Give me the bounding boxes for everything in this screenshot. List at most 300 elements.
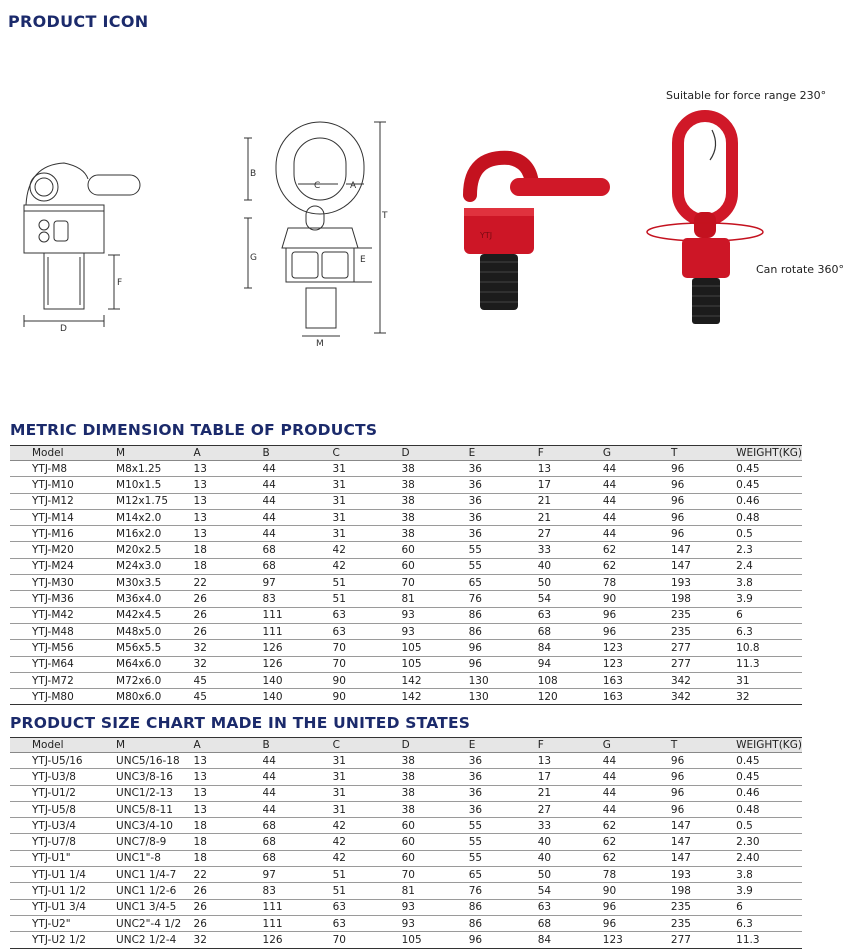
table-row bbox=[10, 818, 802, 834]
table-cell: 38 bbox=[402, 785, 469, 801]
table-cell: 2.40 bbox=[732, 850, 802, 866]
table-cell: 21 bbox=[538, 785, 603, 801]
table-cell: 96 bbox=[671, 461, 732, 477]
table-cell: 31 bbox=[333, 801, 402, 817]
table-row bbox=[10, 607, 802, 623]
table-cell: 93 bbox=[402, 899, 469, 915]
table-cell: YTJ-U2" bbox=[10, 915, 116, 931]
table-row bbox=[10, 526, 802, 542]
table-cell: 13 bbox=[194, 509, 263, 525]
table-cell: UNC1 3/4-5 bbox=[116, 899, 194, 915]
column-header: B bbox=[263, 738, 333, 753]
table-cell: 123 bbox=[603, 640, 671, 656]
column-header: F bbox=[538, 738, 603, 753]
table-cell: 13 bbox=[538, 461, 603, 477]
table-cell: 42 bbox=[333, 818, 402, 834]
table-cell: 235 bbox=[671, 607, 732, 623]
table-cell: 21 bbox=[538, 509, 603, 525]
table-cell: 93 bbox=[402, 607, 469, 623]
table-cell: M8x1.25 bbox=[116, 461, 194, 477]
table-cell: 96 bbox=[671, 753, 732, 769]
table-cell: UNC1/2-13 bbox=[116, 785, 194, 801]
column-header: G bbox=[603, 446, 671, 461]
table-cell: 36 bbox=[469, 753, 538, 769]
table-cell: 83 bbox=[263, 883, 333, 899]
table-cell: 68 bbox=[538, 623, 603, 639]
table-row bbox=[10, 867, 802, 883]
table-cell: 50 bbox=[538, 575, 603, 591]
table-cell: M10x1.5 bbox=[116, 477, 194, 493]
column-header: A bbox=[194, 446, 263, 461]
table-cell: 26 bbox=[194, 899, 263, 915]
dim-label-e: E bbox=[360, 255, 366, 265]
table-cell: 0.48 bbox=[732, 801, 802, 817]
table-cell: 163 bbox=[603, 672, 671, 688]
table-cell: 235 bbox=[671, 623, 732, 639]
table-cell: 70 bbox=[402, 867, 469, 883]
table-cell: 27 bbox=[538, 526, 603, 542]
table-cell: 90 bbox=[603, 883, 671, 899]
table-cell: 21 bbox=[538, 493, 603, 509]
table-cell: YTJ-M80 bbox=[10, 689, 116, 705]
table-cell: 6 bbox=[732, 899, 802, 915]
table-cell: 90 bbox=[333, 672, 402, 688]
dim-label-m: M bbox=[316, 339, 324, 348]
table-cell: 42 bbox=[333, 834, 402, 850]
table-cell: 65 bbox=[469, 867, 538, 883]
table-cell: 0.5 bbox=[732, 526, 802, 542]
metric-section-title: METRIC DIMENSION TABLE OF PRODUCTS bbox=[10, 421, 378, 439]
column-header: WEIGHT(KG) bbox=[732, 446, 802, 461]
table-cell: 96 bbox=[603, 607, 671, 623]
table-cell: 126 bbox=[263, 932, 333, 948]
table-cell: UNC1 1/4-7 bbox=[116, 867, 194, 883]
table-cell: 31 bbox=[333, 785, 402, 801]
table-cell: 78 bbox=[603, 867, 671, 883]
table-cell: M30x3.5 bbox=[116, 575, 194, 591]
dim-label-c: C bbox=[314, 181, 321, 191]
table-cell: 40 bbox=[538, 558, 603, 574]
force-range-note: Suitable for force range 230° bbox=[666, 89, 827, 102]
table-cell: 13 bbox=[194, 753, 263, 769]
table-cell: 63 bbox=[538, 899, 603, 915]
table-cell: YTJ-M12 bbox=[10, 493, 116, 509]
table-cell: 32 bbox=[194, 640, 263, 656]
table-cell: 51 bbox=[333, 575, 402, 591]
table-cell: 13 bbox=[538, 753, 603, 769]
column-header: T bbox=[671, 446, 732, 461]
table-cell: 84 bbox=[538, 640, 603, 656]
table-cell: YTJ-U1 1/4 bbox=[10, 867, 116, 883]
table-cell: 55 bbox=[469, 834, 538, 850]
column-header: G bbox=[603, 738, 671, 753]
table-cell: 38 bbox=[402, 461, 469, 477]
table-cell: 147 bbox=[671, 558, 732, 574]
table-cell: YTJ-U1 1/2 bbox=[10, 883, 116, 899]
table-cell: YTJ-M20 bbox=[10, 542, 116, 558]
table-cell: 70 bbox=[333, 640, 402, 656]
table-cell: 31 bbox=[333, 526, 402, 542]
table-cell: 51 bbox=[333, 867, 402, 883]
table-cell: 94 bbox=[538, 656, 603, 672]
table-cell: 42 bbox=[333, 850, 402, 866]
table-cell: 3.9 bbox=[732, 591, 802, 607]
table-cell: 31 bbox=[333, 509, 402, 525]
table-cell: UNC5/16-18 bbox=[116, 753, 194, 769]
table-cell: 96 bbox=[671, 801, 732, 817]
rotate-note: Can rotate 360° bbox=[756, 263, 845, 276]
table-cell: M36x4.0 bbox=[116, 591, 194, 607]
table-cell: M80x6.0 bbox=[116, 689, 194, 705]
table-cell: 44 bbox=[263, 753, 333, 769]
table-cell: 76 bbox=[469, 591, 538, 607]
table-cell: 70 bbox=[333, 656, 402, 672]
table-row bbox=[10, 542, 802, 558]
table-cell: 26 bbox=[194, 607, 263, 623]
table-cell: 193 bbox=[671, 867, 732, 883]
table-cell: 0.46 bbox=[732, 493, 802, 509]
table-cell: YTJ-U2 1/2 bbox=[10, 932, 116, 948]
table-cell: 163 bbox=[603, 689, 671, 705]
table-cell: 36 bbox=[469, 493, 538, 509]
table-row bbox=[10, 477, 802, 493]
table-cell: 96 bbox=[671, 769, 732, 785]
table-cell: 38 bbox=[402, 526, 469, 542]
table-cell: 70 bbox=[333, 932, 402, 948]
table-cell: 11.3 bbox=[732, 932, 802, 948]
table-cell: 44 bbox=[603, 785, 671, 801]
table-cell: 0.45 bbox=[732, 753, 802, 769]
us-section-title: PRODUCT SIZE CHART MADE IN THE UNITED STATES bbox=[10, 714, 471, 732]
table-cell: 38 bbox=[402, 493, 469, 509]
table-cell: YTJ-M42 bbox=[10, 607, 116, 623]
table-cell: 27 bbox=[538, 801, 603, 817]
table-cell: 235 bbox=[671, 915, 732, 931]
column-header: M bbox=[116, 738, 194, 753]
table-cell: 31 bbox=[333, 753, 402, 769]
table-cell: 147 bbox=[671, 834, 732, 850]
dim-label-g: G bbox=[250, 253, 257, 263]
table-cell: 36 bbox=[469, 461, 538, 477]
table-cell: 78 bbox=[603, 575, 671, 591]
product-photo-rotating bbox=[640, 110, 780, 330]
table-cell: 60 bbox=[402, 834, 469, 850]
table-cell: UNC5/8-11 bbox=[116, 801, 194, 817]
table-cell: 142 bbox=[402, 689, 469, 705]
table-cell: 140 bbox=[262, 672, 332, 688]
table-cell: 36 bbox=[469, 509, 538, 525]
column-header: WEIGHT(KG) bbox=[732, 738, 802, 753]
table-cell: M64x6.0 bbox=[116, 656, 194, 672]
table-row bbox=[10, 656, 802, 672]
table-cell: 32 bbox=[194, 932, 263, 948]
table-cell: 140 bbox=[262, 689, 332, 705]
column-header: E bbox=[469, 738, 538, 753]
column-header: F bbox=[538, 446, 603, 461]
table-cell: UNC7/8-9 bbox=[116, 834, 194, 850]
table-cell: YTJ-M72 bbox=[10, 672, 116, 688]
table-cell: M24x3.0 bbox=[116, 558, 194, 574]
table-cell: 44 bbox=[603, 477, 671, 493]
table-cell: 68 bbox=[263, 850, 333, 866]
table-cell: 26 bbox=[194, 591, 263, 607]
column-header: M bbox=[116, 446, 194, 461]
table-cell: 120 bbox=[538, 689, 603, 705]
column-header: C bbox=[333, 738, 402, 753]
table-cell: 0.45 bbox=[732, 477, 802, 493]
table-cell: M16x2.0 bbox=[116, 526, 194, 542]
table-cell: 22 bbox=[194, 867, 263, 883]
table-cell: 6.3 bbox=[732, 915, 802, 931]
table-cell: 55 bbox=[469, 542, 538, 558]
table-header-row bbox=[10, 446, 802, 461]
table-cell: 44 bbox=[603, 801, 671, 817]
table-row bbox=[10, 640, 802, 656]
table-cell: YTJ-U1/2 bbox=[10, 785, 116, 801]
table-cell: 96 bbox=[671, 509, 732, 525]
dim-label-f: F bbox=[117, 278, 123, 288]
table-cell: 60 bbox=[402, 542, 469, 558]
table-cell: 0.45 bbox=[732, 769, 802, 785]
table-cell: 277 bbox=[671, 640, 732, 656]
table-cell: 2.4 bbox=[732, 558, 802, 574]
table-row bbox=[10, 689, 802, 705]
table-cell: 33 bbox=[538, 818, 603, 834]
table-cell: M42x4.5 bbox=[116, 607, 194, 623]
table-cell: YTJ-U5/8 bbox=[10, 801, 116, 817]
table-row bbox=[10, 672, 802, 688]
table-cell: 63 bbox=[333, 915, 402, 931]
table-cell: YTJ-M64 bbox=[10, 656, 116, 672]
table-cell: 44 bbox=[262, 461, 332, 477]
table-cell: 44 bbox=[603, 461, 671, 477]
table-cell: 3.8 bbox=[732, 867, 802, 883]
table-cell: 13 bbox=[194, 477, 263, 493]
table-cell: 38 bbox=[402, 509, 469, 525]
table-row bbox=[10, 899, 802, 915]
table-cell: UNC3/4-10 bbox=[116, 818, 194, 834]
table-cell: 36 bbox=[469, 785, 538, 801]
table-cell: 60 bbox=[402, 558, 469, 574]
page-title: PRODUCT ICON bbox=[8, 12, 149, 31]
table-cell: 31 bbox=[732, 672, 802, 688]
table-cell: 13 bbox=[194, 785, 263, 801]
table-cell: 26 bbox=[194, 623, 263, 639]
table-cell: 44 bbox=[603, 753, 671, 769]
table-cell: 96 bbox=[603, 915, 671, 931]
table-cell: 40 bbox=[538, 834, 603, 850]
table-cell: 63 bbox=[333, 607, 402, 623]
column-header: Model bbox=[10, 446, 116, 461]
table-cell: UNC2"-4 1/2 bbox=[116, 915, 194, 931]
column-header: D bbox=[402, 738, 469, 753]
table-row bbox=[10, 493, 802, 509]
table-cell: 90 bbox=[333, 689, 402, 705]
table-cell: M20x2.5 bbox=[116, 542, 194, 558]
table-cell: 44 bbox=[262, 509, 332, 525]
table-cell: 111 bbox=[262, 623, 332, 639]
table-cell: 198 bbox=[671, 883, 732, 899]
table-cell: 17 bbox=[538, 769, 603, 785]
table-cell: YTJ-M10 bbox=[10, 477, 116, 493]
column-header: T bbox=[671, 738, 732, 753]
table-cell: 62 bbox=[603, 850, 671, 866]
table-cell: 44 bbox=[603, 526, 671, 542]
table-row bbox=[10, 932, 802, 948]
table-cell: 10.8 bbox=[732, 640, 802, 656]
table-header-row bbox=[10, 738, 802, 753]
table-cell: 54 bbox=[538, 883, 603, 899]
table-cell: 90 bbox=[603, 591, 671, 607]
table-cell: 38 bbox=[402, 769, 469, 785]
table-cell: 62 bbox=[603, 542, 671, 558]
table-cell: 63 bbox=[538, 607, 603, 623]
table-cell: 130 bbox=[469, 672, 538, 688]
table-cell: 142 bbox=[402, 672, 469, 688]
table-cell: 130 bbox=[469, 689, 538, 705]
table-cell: 62 bbox=[603, 818, 671, 834]
table-cell: 13 bbox=[194, 801, 263, 817]
table-cell: 60 bbox=[402, 818, 469, 834]
table-cell: 93 bbox=[402, 915, 469, 931]
table-cell: 45 bbox=[194, 672, 263, 688]
table-cell: 277 bbox=[671, 656, 732, 672]
table-cell: 36 bbox=[469, 477, 538, 493]
table-cell: 6.3 bbox=[732, 623, 802, 639]
table-cell: 44 bbox=[263, 769, 333, 785]
table-cell: 235 bbox=[671, 899, 732, 915]
side-view-drawing bbox=[240, 118, 400, 348]
column-header: B bbox=[262, 446, 332, 461]
column-header: A bbox=[194, 738, 263, 753]
table-cell: 13 bbox=[194, 493, 263, 509]
table-row bbox=[10, 575, 802, 591]
table-cell: 68 bbox=[262, 542, 332, 558]
column-header: C bbox=[333, 446, 402, 461]
table-cell: 3.9 bbox=[732, 883, 802, 899]
table-cell: 96 bbox=[469, 640, 538, 656]
table-cell: 31 bbox=[333, 461, 402, 477]
table-cell: YTJ-U3/4 bbox=[10, 818, 116, 834]
table-cell: YTJ-M48 bbox=[10, 623, 116, 639]
table-cell: 26 bbox=[194, 883, 263, 899]
dim-label-t: T bbox=[382, 211, 388, 221]
table-row bbox=[10, 883, 802, 899]
table-cell: 13 bbox=[194, 769, 263, 785]
table-cell: 40 bbox=[538, 850, 603, 866]
table-cell: 96 bbox=[671, 526, 732, 542]
us-size-table bbox=[10, 737, 802, 949]
table-cell: 86 bbox=[469, 915, 538, 931]
table-cell: YTJ-M8 bbox=[10, 461, 116, 477]
dim-label-b: B bbox=[250, 169, 257, 179]
product-photo-swivel bbox=[450, 150, 620, 315]
table-cell: 342 bbox=[671, 689, 732, 705]
table-cell: 96 bbox=[469, 656, 538, 672]
table-cell: 3.8 bbox=[732, 575, 802, 591]
table-cell: 93 bbox=[402, 623, 469, 639]
table-cell: YTJ-M36 bbox=[10, 591, 116, 607]
table-cell: UNC1"-8 bbox=[116, 850, 194, 866]
table-cell: 60 bbox=[402, 850, 469, 866]
table-cell: 31 bbox=[333, 769, 402, 785]
table-cell: 44 bbox=[262, 493, 332, 509]
table-cell: 97 bbox=[262, 575, 332, 591]
table-cell: 105 bbox=[402, 656, 469, 672]
column-header: D bbox=[402, 446, 469, 461]
table-cell: 68 bbox=[262, 558, 332, 574]
table-cell: 63 bbox=[333, 899, 402, 915]
table-cell: 0.48 bbox=[732, 509, 802, 525]
table-cell: 55 bbox=[469, 558, 538, 574]
table-cell: UNC3/8-16 bbox=[116, 769, 194, 785]
table-cell: 111 bbox=[262, 607, 332, 623]
table-cell: 83 bbox=[262, 591, 332, 607]
table-cell: YTJ-M30 bbox=[10, 575, 116, 591]
table-cell: 96 bbox=[671, 477, 732, 493]
table-cell: UNC2 1/2-4 bbox=[116, 932, 194, 948]
table-cell: 96 bbox=[671, 785, 732, 801]
table-cell: 18 bbox=[194, 542, 263, 558]
table-cell: 62 bbox=[603, 558, 671, 574]
table-cell: 126 bbox=[262, 640, 332, 656]
table-cell: 105 bbox=[402, 932, 469, 948]
table-cell: 2.30 bbox=[732, 834, 802, 850]
table-cell: 68 bbox=[263, 834, 333, 850]
table-cell: 65 bbox=[469, 575, 538, 591]
table-cell: 42 bbox=[333, 558, 402, 574]
table-cell: 31 bbox=[333, 493, 402, 509]
table-cell: M14x2.0 bbox=[116, 509, 194, 525]
table-cell: 147 bbox=[671, 850, 732, 866]
table-cell: 68 bbox=[538, 915, 603, 931]
table-cell: YTJ-U3/8 bbox=[10, 769, 116, 785]
table-cell: 32 bbox=[194, 656, 263, 672]
table-cell: YTJ-U1 3/4 bbox=[10, 899, 116, 915]
table-cell: 18 bbox=[194, 818, 263, 834]
table-row bbox=[10, 785, 802, 801]
table-row bbox=[10, 591, 802, 607]
table-row bbox=[10, 753, 802, 769]
dim-label-d: D bbox=[60, 324, 67, 334]
table-cell: 147 bbox=[671, 818, 732, 834]
table-cell: 54 bbox=[538, 591, 603, 607]
table-cell: 55 bbox=[469, 850, 538, 866]
table-row bbox=[10, 623, 802, 639]
table-cell: 126 bbox=[262, 656, 332, 672]
table-cell: M56x5.5 bbox=[116, 640, 194, 656]
table-cell: 81 bbox=[402, 883, 469, 899]
table-cell: 84 bbox=[538, 932, 603, 948]
table-cell: 13 bbox=[194, 526, 263, 542]
table-cell: 18 bbox=[194, 834, 263, 850]
table-cell: YTJ-U5/16 bbox=[10, 753, 116, 769]
table-cell: 32 bbox=[732, 689, 802, 705]
table-cell: 18 bbox=[194, 558, 263, 574]
table-cell: 0.45 bbox=[732, 461, 802, 477]
table-cell: 111 bbox=[263, 899, 333, 915]
photo-engraving: YTJ bbox=[480, 231, 493, 240]
table-cell: 63 bbox=[333, 623, 402, 639]
table-cell: 86 bbox=[469, 899, 538, 915]
table-cell: 68 bbox=[263, 818, 333, 834]
table-cell: YTJ-U1" bbox=[10, 850, 116, 866]
table-cell: YTJ-U7/8 bbox=[10, 834, 116, 850]
table-cell: 44 bbox=[262, 477, 332, 493]
table-cell: 44 bbox=[263, 785, 333, 801]
table-cell: 81 bbox=[402, 591, 469, 607]
table-cell: 0.46 bbox=[732, 785, 802, 801]
